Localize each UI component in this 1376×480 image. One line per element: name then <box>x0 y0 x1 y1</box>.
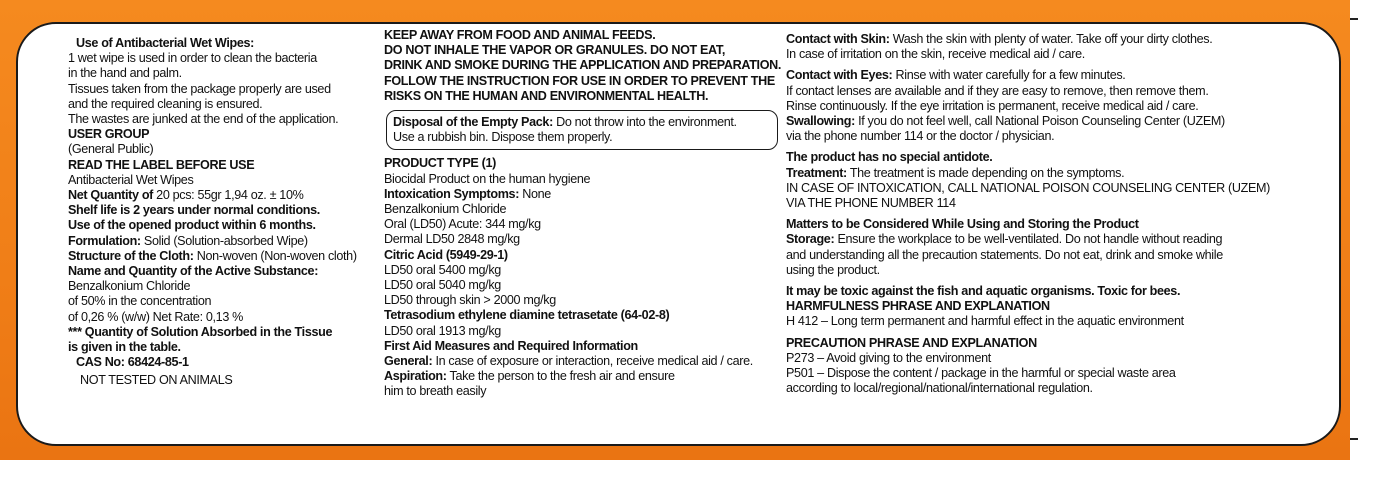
product-name: Antibacterial Wet Wipes <box>68 172 194 187</box>
column-usage <box>68 36 388 389</box>
p273-phrase: P273 – Avoid giving to the environment <box>786 350 991 365</box>
antidote-note: The product has no special antidote. <box>786 150 993 165</box>
net-quantity-value: 20 pcs: 55gr 1,94 oz. ± 10% <box>156 188 304 203</box>
eyes-text: If contact lenses are available and if they are easy to remove, then remove them. <box>786 83 1209 98</box>
net-rate: of 0,26 % (w/w) Net Rate: 0,13 % <box>68 309 243 324</box>
net-quantity-label: Net Quantity of <box>68 188 154 203</box>
concentration: of 50% in the concentration <box>68 294 212 309</box>
opened-use: Use of the opened product within 6 months. <box>68 218 316 233</box>
solution-note: is given in the table. <box>68 340 181 355</box>
cloth-structure <box>68 249 388 264</box>
storage-text: Ensure the workplace to be well-ventilated. Do not handle without reading <box>837 232 1223 247</box>
warning-line: FOLLOW THE INSTRUCTION FOR USE IN ORDER TO PREVENT THE <box>384 73 775 88</box>
storage-text: using the product. <box>786 262 880 277</box>
intoxication-symptoms <box>384 187 804 202</box>
skin-text: In case of irritation on the skin, receive medical aid / care. <box>786 47 1085 62</box>
skin-label: Contact with Skin: <box>786 32 890 46</box>
first-aid-aspiration <box>384 369 804 384</box>
warning-line: DO NOT INHALE THE VAPOR OR GRANULES. DO NOT EAT, <box>384 43 725 58</box>
label-panel <box>16 22 1341 446</box>
column-first-aid <box>786 32 1316 396</box>
trim-marks <box>1350 18 1376 458</box>
not-tested-statement: NOT TESTED ON ANIMALS <box>80 373 233 388</box>
product-type: PRODUCT TYPE (1) <box>384 156 496 171</box>
intoxication-call: VIA THE PHONE NUMBER 114 <box>786 196 956 211</box>
ld50-value: LD50 through skin > 2000 mg/kg <box>384 293 556 308</box>
use-line: in the hand and palm. <box>68 66 182 81</box>
ld50-value: LD50 oral 5400 mg/kg <box>384 262 501 277</box>
cas-number: CAS No: 68424-85-1 <box>76 355 189 370</box>
skin-text: Wash the skin with plenty of water. Take off your dirty clothes. <box>892 32 1213 46</box>
use-line: Tissues taken from the package properly are used <box>68 81 331 96</box>
precaution-heading: PRECAUTION PHRASE AND EXPLANATION <box>786 335 1037 350</box>
h412-phrase: H 412 – Long term permanent and harmful effect in the aquatic environment <box>786 314 1184 329</box>
disposal-text: Do not throw into the environment. <box>556 115 737 130</box>
treatment-text: The treatment is made depending on the symptoms. <box>849 165 1125 180</box>
disposal-text: Use a rubbish bin. Dispose them properly. <box>393 130 613 145</box>
aspiration-line: him to breath easily <box>384 384 487 399</box>
p501-phrase: according to local/regional/national/international regulation. <box>786 381 1093 396</box>
eyes-text: Rinse with water carefully for a few minutes. <box>895 68 1126 83</box>
oral-ld50: Oral (LD50) Acute: 344 mg/kg <box>384 217 541 232</box>
dermal-ld50: Dermal LD50 2848 mg/kg <box>384 232 520 247</box>
tetrasodium: Tetrasodium ethylene diamine tetrasetate (64-02-8) <box>384 308 670 323</box>
general-label: General: <box>384 354 433 369</box>
intox-label: Intoxication Symptoms: <box>384 186 520 201</box>
warning-line: DRINK AND SMOKE DURING THE APPLICATION AND PREPARATION. <box>384 58 782 73</box>
aspiration-value: Take the person to the fresh air and ensure <box>449 369 675 384</box>
storage-text: and understanding all the precaution statements. Do not eat, drink and smoke while <box>786 247 1223 262</box>
p501-phrase: P501 – Dispose the content / package in the harmful or special waste area <box>786 366 1176 381</box>
general-value: In case of exposure or interaction, receive medical aid / care. <box>435 354 753 369</box>
ld50-value: LD50 oral 1913 mg/kg <box>384 323 501 338</box>
net-quantity <box>68 188 388 203</box>
first-aid-general <box>384 354 804 369</box>
use-line: 1 wet wipe is used in order to clean the bacteria <box>68 51 317 66</box>
benzalkonium: Benzalkonium Chloride <box>384 202 507 217</box>
structure-value: Non-woven (Non-woven cloth) <box>196 248 357 263</box>
formulation-value: Solid (Solution-absorbed Wipe) <box>143 233 308 248</box>
intox-value: None <box>522 186 551 201</box>
intoxication-call: IN CASE OF INTOXICATION, CALL NATIONAL POISON COUNSELING CENTER (UZEM) <box>786 180 1270 195</box>
swallow-label: Swallowing: <box>786 114 855 129</box>
disposal-box <box>386 110 778 150</box>
solution-note: *** Quantity of Solution Absorbed in the Tissue <box>68 324 333 339</box>
structure-label: Structure of the Cloth: <box>68 248 194 263</box>
active-substance-heading: Name and Quantity of the Active Substance: <box>68 264 319 279</box>
toxicity-note: It may be toxic against the fish and aquatic organisms. Toxic for bees. <box>786 284 1181 299</box>
treatment-label: Treatment: <box>786 165 847 180</box>
matters-heading: Matters to be Considered While Using and Storing the Product <box>786 217 1139 232</box>
read-label-heading: READ THE LABEL BEFORE USE <box>68 157 255 172</box>
formulation-label: Formulation: <box>68 233 141 248</box>
disposal-label: Disposal of the Empty Pack: <box>393 115 553 130</box>
eyes-label: Contact with Eyes: <box>786 68 893 83</box>
column-warnings <box>384 28 804 400</box>
user-group-heading: USER GROUP <box>68 127 150 142</box>
ld50-value: LD50 oral 5040 mg/kg <box>384 278 501 293</box>
storage-label: Storage: <box>786 232 835 247</box>
first-aid-heading: First Aid Measures and Required Information <box>384 338 638 353</box>
eyes-text: Rinse continuously. If the eye irritation is permanent, receive medical aid / care. <box>786 98 1199 113</box>
swallow-text: If you do not feel well, call National Poison Counseling Center (UZEM) <box>858 114 1225 129</box>
shelf-life: Shelf life is 2 years under normal conditions. <box>68 203 320 218</box>
swallow-text: via the phone number 114 or the doctor / physician. <box>786 129 1055 144</box>
use-title: Use of Antibacterial Wet Wipes: <box>76 36 254 50</box>
citric-acid: Citric Acid (5949-29-1) <box>384 247 508 262</box>
active-substance: Benzalkonium Chloride <box>68 279 191 294</box>
use-line: and the required cleaning is ensured. <box>68 96 263 111</box>
user-group-value: (General Public) <box>68 142 154 157</box>
use-line: The wastes are junked at the end of the application. <box>68 112 339 127</box>
warning-line: KEEP AWAY FROM FOOD AND ANIMAL FEEDS. <box>384 28 656 42</box>
formulation <box>68 234 388 249</box>
aspiration-label: Aspiration: <box>384 369 447 384</box>
biocidal-product: Biocidal Product on the human hygiene <box>384 171 591 186</box>
harmfulness-heading: HARMFULNESS PHRASE AND EXPLANATION <box>786 299 1050 314</box>
warning-line: RISKS ON THE HUMAN AND ENVIRONMENTAL HEALTH. <box>384 88 709 103</box>
